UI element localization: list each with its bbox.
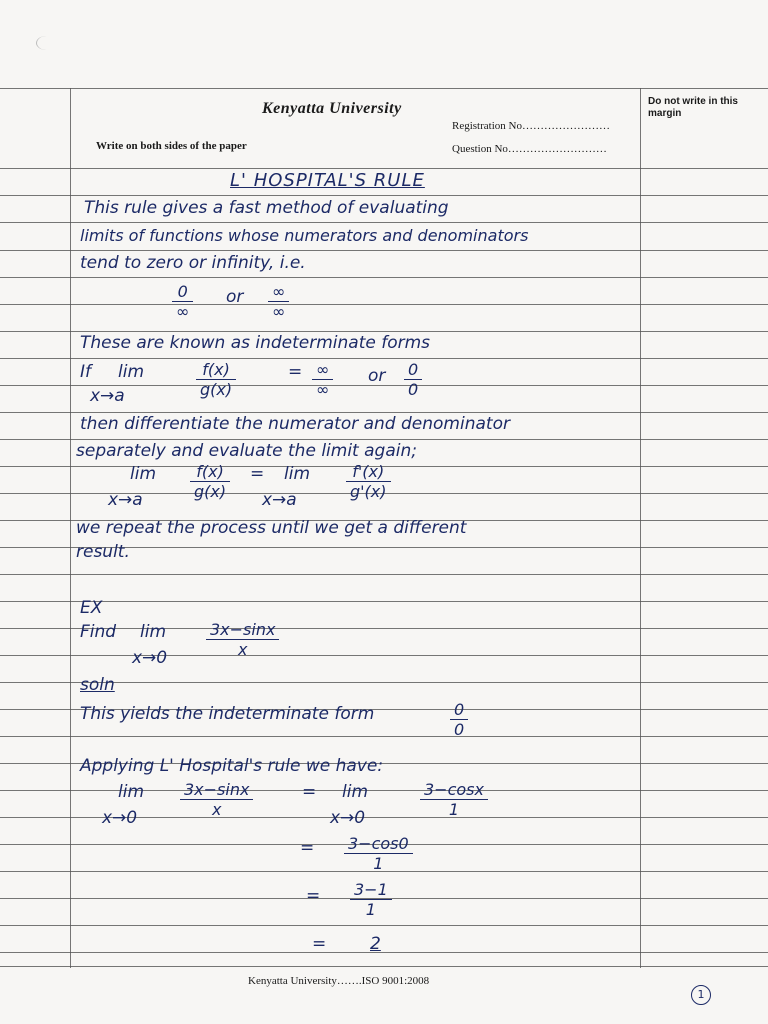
left-margin-line [70,88,71,968]
rule-line [0,574,768,575]
rule-line [0,439,768,440]
find-text: Find [80,622,117,642]
denominator: ∞ [272,302,286,321]
rule-line [0,736,768,737]
numerator: f(x) [196,360,236,380]
example-label: EX [80,598,103,618]
limit-subscript: x→a [262,490,297,510]
rule-line [0,655,768,656]
rule-line [0,195,768,196]
notes-line: limits of functions whose numerators and denominators [80,226,529,245]
rule-line [0,790,768,791]
denominator: 1 [365,900,376,919]
notes-line: Applying L' Hospital's rule we have: [80,756,384,776]
equals-sign: = [300,838,315,858]
denominator: ∞ [176,302,190,321]
denominator: x [237,640,248,659]
denominator: 0 [454,720,465,739]
limit-subscript: x→a [90,386,125,406]
or-text: or [226,287,244,307]
write-both-sides: Write on both sides of the paper [96,140,247,152]
denominator: g(x) [200,380,233,399]
denominator: 0 [408,380,419,399]
notes-line: we repeat the process until we get a different [76,518,467,538]
notes-line: tend to zero or infinity, i.e. [80,253,306,273]
notes-line: These are known as indeterminate forms [80,333,431,353]
right-margin-line [640,88,641,968]
numerator: ∞ [312,360,333,380]
notes-line: This rule gives a fast method of evaluating [84,198,449,218]
rule-line [0,250,768,251]
equals-sign: = [288,362,303,382]
denominator: g'(x) [350,482,387,501]
page-number: 1 [691,985,711,1005]
numerator: 0 [404,360,422,380]
rule-line [0,88,768,89]
fraction-f-over-g [196,360,236,399]
denominator: 1 [448,800,460,819]
limit-subscript: x→0 [102,808,138,828]
limit-subscript: x→0 [330,808,366,828]
denominator: 1 [373,854,384,873]
rule-line [0,925,768,926]
margin-note: Do not write in this margin [648,96,738,119]
lim-text: lim [118,362,145,382]
numerator: ∞ [268,282,289,302]
fraction-example [206,620,279,659]
notes-line: This yields the indeterminate form [80,704,375,724]
rule-line [0,966,768,967]
lim-text: lim [284,464,311,484]
registration-field: Registration No…………………… [452,120,610,132]
rule-line [0,358,768,359]
lim-text: lim [342,782,369,802]
final-answer: 2 [370,934,381,954]
equals-sign: = [302,782,317,802]
lim-text: lim [118,782,145,802]
fraction-f-over-g [190,462,230,501]
fraction-fprime-over-gprime [346,462,391,501]
equals-sign: = [250,464,265,484]
equals-sign: = [306,886,321,906]
rule-line [0,682,768,683]
numerator: 0 [172,282,193,302]
denominator: ∞ [316,380,330,399]
notes-line: then differentiate the numerator and denominator [80,414,510,434]
rule-line [0,168,768,169]
equals-sign: = [312,934,327,954]
rule-line [0,952,768,953]
fraction-infinity-over-infinity [312,360,333,399]
denominator: g(x) [194,482,227,501]
fraction-zero-over-zero [450,700,468,739]
notes-line: separately and evaluate the limit again; [76,441,417,461]
if-text: If [80,362,91,382]
numerator: 3x−sinx [206,620,279,640]
numerator: 3−cos0 [344,834,413,854]
rule-line [0,412,768,413]
footer-text: Kenyatta University…….ISO 9001:2008 [248,975,430,987]
solution-label: soln [80,675,115,695]
punch-hole [36,36,57,50]
rule-line [0,277,768,278]
fraction-zero-over-zero [404,360,422,399]
numerator: 0 [450,700,468,720]
numerator: 3−cosx [420,780,488,800]
rule-line [0,222,768,223]
numerator: f(x) [190,462,230,482]
rule-line [0,601,768,602]
notes-line: result. [76,542,130,562]
question-field: Question No……………………… [452,143,607,155]
fraction-example [180,780,253,819]
lim-text: lim [130,464,157,484]
fraction-step3 [350,880,392,919]
rule-line [0,331,768,332]
fraction-step1 [420,780,488,819]
numerator: 3x−sinx [180,780,253,800]
fraction-step2 [344,834,413,873]
rule-line [0,304,768,305]
notes-title: L' HOSPITAL'S RULE [230,170,425,191]
fraction-infinity-over-infinity [268,282,289,321]
lim-text: lim [140,622,167,642]
limit-subscript: x→a [108,490,143,510]
fraction-zero-over-infinity [172,282,193,321]
limit-subscript: x→0 [132,648,168,668]
university-name: Kenyatta University [262,100,402,117]
denominator: x [211,800,222,819]
numerator: 3−1 [350,880,392,900]
or-text: or [368,366,386,386]
numerator: f'(x) [346,462,391,482]
